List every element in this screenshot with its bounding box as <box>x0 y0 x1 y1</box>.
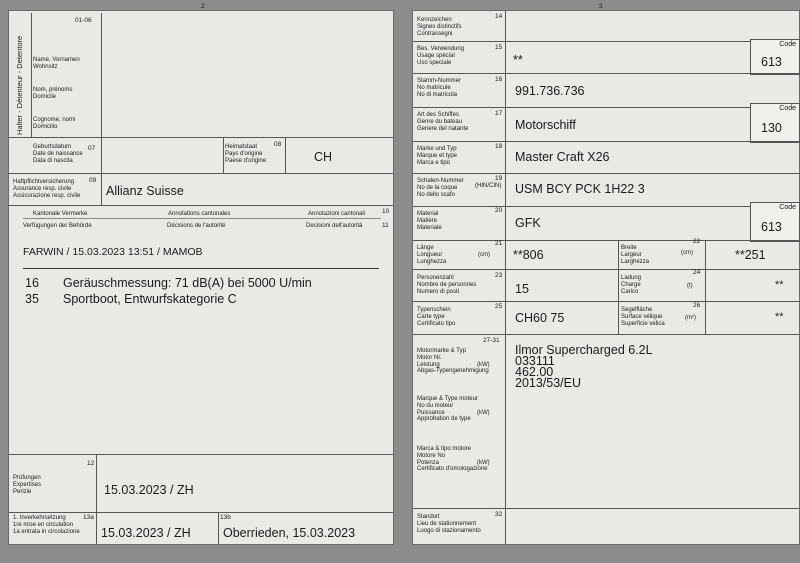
label-32: Standort Lieu de stationnement Luogo di stazionamento <box>417 514 481 534</box>
code-box-15 <box>750 39 800 75</box>
field-number-13b: 13b <box>220 514 231 521</box>
persons-value: 15 <box>515 282 529 296</box>
registration-place-value: Oberrieden, 15.03.2023 <box>223 526 356 540</box>
field-number-09: 09 <box>89 177 97 184</box>
width-value: **251 <box>735 248 766 262</box>
code-entry-16-text: Geräuschmessung: 71 dB(A) bei 5000 U/min <box>63 276 312 290</box>
width-unit: (cm) <box>681 250 693 256</box>
hull-number-hint: (HIN/CIN) <box>475 183 502 189</box>
label-16: Stamm-Nummer No matricule No di matricola <box>417 78 462 98</box>
engine-label-de: Motormarke & Typ Motor Nr. Leistung Abgas-Typengenehmigung <box>417 348 489 375</box>
field-number-13a: 13a <box>83 514 94 521</box>
name-label-de: Name, Vornamen Wohnsitz <box>33 57 80 70</box>
birthdate-label: Geburtsdatum Date de naissance Data di nascita <box>33 144 83 164</box>
insurance-value: Allianz Suisse <box>106 184 184 198</box>
authority-header-fr: Décisions de l'autorité <box>167 223 226 229</box>
label-19: Schalen-Nummer No de la coque No dello scafo <box>417 178 464 198</box>
engine-label-fr: Marque & Type moteur No du moteur Puissance Approbation de type <box>417 396 478 423</box>
field-number-26: 26 <box>693 302 701 309</box>
field-number-25: 25 <box>495 303 503 310</box>
right-page <box>412 3 800 545</box>
length-value: **806 <box>513 248 544 262</box>
engine-power-value: 462.00 <box>515 365 554 379</box>
first-registration-label: 1. Inverkehrsetzung 1re mise en circulation 1a entrata in circolazione <box>13 515 80 535</box>
load-value: ** <box>775 279 784 291</box>
label-21: Länge Longueur Lunghezza <box>417 245 447 265</box>
home-country-value: CH <box>314 150 333 164</box>
field-number-23: 23 <box>495 272 503 279</box>
special-use-value: ** <box>513 53 523 67</box>
field-number-19: 19 <box>495 175 503 182</box>
label-15: Bes. Verwendung Usage spécial Uso speciale <box>417 46 465 66</box>
length-unit: (cm) <box>478 252 490 258</box>
code-entry-35-number: 35 <box>25 292 39 306</box>
field-number-12: 12 <box>87 460 95 467</box>
first-registration-value: 15.03.2023 / ZH <box>101 526 191 540</box>
code-value-20: 613 <box>761 220 782 234</box>
field-number-11: 11 <box>382 222 389 229</box>
registration-number-value: 991.736.736 <box>515 84 585 98</box>
holder-vertical-label: Halter - Détenteur - Detentore <box>15 35 24 135</box>
label-24: Ladung Charge Carico <box>621 275 642 295</box>
remarks-header-it: Annotazioni cantonali <box>308 211 366 217</box>
sail-area-value: ** <box>775 311 784 323</box>
field-number-15: 15 <box>495 44 503 51</box>
field-number-22: 22 <box>693 238 701 245</box>
code-entry-16-number: 16 <box>25 276 39 290</box>
remarks-header-de: Kantonale Vermerke <box>33 211 88 217</box>
entry-line: FARWIN / 15.03.2023 13:51 / MAMOB <box>23 246 203 258</box>
type-certificate-value: CH60 75 <box>515 311 565 325</box>
remarks-header-fr: Annotations cantonales <box>168 211 231 217</box>
field-number-01-06: 01-06 <box>75 17 92 24</box>
field-number-32: 32 <box>495 511 503 518</box>
field-number-27-31: 27-31 <box>483 337 500 344</box>
code-label-15: Code <box>779 41 796 48</box>
page-number-left: 2 <box>201 3 205 10</box>
code-label-20: Code <box>779 204 796 211</box>
label-23: Personenzahl Nombre de personnes Numero di posti <box>417 275 477 295</box>
engine-approval-value: 2013/53/EU <box>515 376 582 390</box>
engine-label-it: Marca & tipo motore Motore No Potenza Certificato d'omologazione <box>417 446 488 473</box>
field-number-07: 07 <box>88 145 96 152</box>
label-17: Art des Schiffes Genre du bateau Genere del natante <box>417 112 469 132</box>
engine-number-value: 033111 <box>515 354 555 368</box>
boat-type-value: Motorschiff <box>515 118 576 132</box>
field-number-17: 17 <box>495 110 503 117</box>
engine-power-unit-de: (kW) <box>477 362 490 368</box>
field-number-14: 14 <box>495 13 503 20</box>
authority-header-de: Verfügungen der Behörde <box>23 223 92 229</box>
insurance-label: Haftpflichtversicherung Assurance resp. civile Assicurazione resp. civile <box>13 179 81 199</box>
authority-header-it: Decisioni dell'autorità <box>306 223 363 229</box>
field-number-10: 10 <box>382 208 390 215</box>
code-box-17 <box>750 103 800 143</box>
field-number-21: 21 <box>495 240 503 247</box>
field-number-16: 16 <box>495 76 503 83</box>
left-page <box>8 3 394 545</box>
inspection-label: Prüfungen Expertises Perizie <box>13 475 42 495</box>
code-entry-35-text: Sportboot, Entwurfskategorie C <box>63 292 237 306</box>
name-label-fr: Nom, prénoms Domicile <box>33 87 73 100</box>
engine-make-value: Ilmor Supercharged 6.2L <box>515 343 653 357</box>
load-unit: (t) <box>687 283 693 289</box>
field-number-08: 08 <box>274 141 282 148</box>
engine-power-unit-it: (kW) <box>477 460 490 466</box>
code-value-15: 613 <box>761 55 782 69</box>
code-label-17: Code <box>779 105 796 112</box>
material-value: GFK <box>515 216 541 230</box>
code-box-20 <box>750 202 800 242</box>
label-20: Material Matière Materiale <box>417 211 442 231</box>
name-label-it: Cognome, nomi Domicilio <box>33 117 76 130</box>
hull-number-value: USM BCY PCK 1H22 3 <box>515 182 645 196</box>
label-18: Marke und Typ Marque et type Marca e tipo <box>417 146 458 166</box>
inspection-value: 15.03.2023 / ZH <box>104 483 194 497</box>
engine-power-unit-fr: (kW) <box>477 410 490 416</box>
label-22: Breite Largeur Larghezza <box>621 245 650 265</box>
page-number-right: 3 <box>599 3 603 10</box>
code-value-17: 130 <box>761 121 782 135</box>
label-14: Kennzeichen Signes distinctifs Contrassegni <box>417 17 462 37</box>
field-number-20: 20 <box>495 207 503 214</box>
label-26: Segelfläche Surface vélique Superficie velica <box>621 307 665 327</box>
sail-area-unit: (m²) <box>685 315 696 321</box>
field-number-24: 24 <box>693 269 701 276</box>
home-country-label: Heimatstaat Pays d'origine Paese d'origine <box>225 144 267 164</box>
label-25: Typenschein Carte type Certificato tipo <box>417 307 456 327</box>
make-model-value: Master Craft X26 <box>515 150 610 164</box>
field-number-18: 18 <box>495 143 503 150</box>
